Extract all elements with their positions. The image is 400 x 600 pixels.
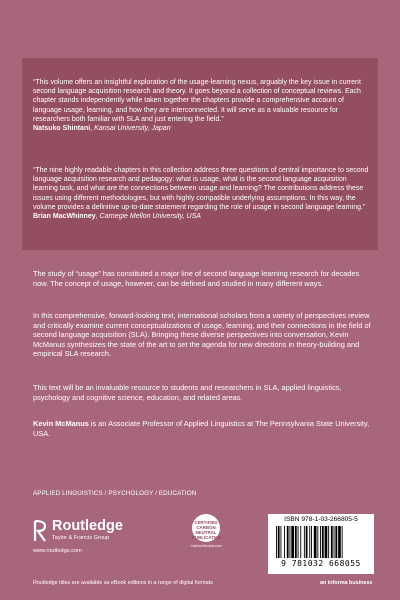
barcode-bar	[311, 526, 312, 558]
barcode-bar	[295, 526, 297, 558]
informa-tagline: an informa business	[320, 580, 373, 586]
barcode-bar	[298, 526, 299, 558]
description-paragraph-1: The study of “usage” has constituted a major line of second language learning research for decades now. The concept of usage, however, can be defined and studied in many different ways.	[33, 269, 360, 288]
barcode-bar	[309, 526, 310, 558]
barcode-bar	[291, 526, 294, 558]
barcode-bar	[278, 526, 280, 558]
subject-categories: APPLIED LINGUISTICS / PSYCHOLOGY / EDUCATION	[33, 490, 197, 497]
ebook-note: Routledge titles are available as eBook editions in a range of digital formats	[33, 580, 213, 586]
publisher-url[interactable]: www.routledge.com	[33, 548, 82, 554]
publisher-name: Routledge	[52, 518, 123, 534]
quote-affiliation: Carnegie Mellon University, USA	[99, 213, 201, 221]
barcode-bar	[335, 526, 337, 558]
barcode-bar	[338, 526, 341, 558]
barcode-bar	[322, 526, 324, 558]
barcode-bar	[287, 526, 289, 558]
barcode-bar	[317, 526, 318, 558]
barcode-bar	[306, 526, 308, 558]
barcode-bar	[290, 526, 291, 558]
publisher-logo	[33, 518, 163, 558]
carbon-neutral-seal	[192, 514, 220, 554]
isbn-label: ISBN 978-1-03-266805-5	[284, 516, 358, 523]
endorsement-quote-2	[33, 166, 369, 221]
barcode-bar	[300, 526, 301, 558]
barcode-bar	[284, 526, 285, 558]
barcode-bar	[304, 526, 305, 558]
barcode-bar	[314, 526, 317, 558]
barcode-bar	[281, 526, 282, 558]
quote-attribution: Natsuko Shintani, Kansai University, Japan	[33, 125, 171, 133]
quote-author: Natsuko Shintani	[33, 125, 91, 133]
author-bio-text: is an Associate Professor of Applied Linguistics at The Pennsylvania State University, USA.	[33, 419, 370, 438]
author-name: Kevin McManus	[33, 419, 89, 428]
quote-text: “The nine highly readable chapters in this collection address three questions of central importance to second language acquisition research and pedagogy: what is usage, what is the second language acquisition learning task, and what are the connections between usage and learning? The contributions address these issues using different methodologies, but with highly compatible underlying assumptions. In this way, the volume provides a definitive up-to-date statement regarding the role of usage in second language learning.”	[33, 167, 369, 211]
barcode-bar	[334, 526, 335, 558]
barcode-bar	[331, 526, 333, 558]
quote-author: Brian MacWhinney	[33, 213, 96, 221]
quote-text: “This volume offers an insightful exploration of the usage-learning nexus, arguably the key issue in current second language acquisition research and theory. It goes beyond a collection of conceptual reviews. Each chapter stands independently while taken together the chapters provide a comprehensive account of language usage, learning, and how they are interconnected. It will serve as a valuable resource for researchers both familiar with SLA and just entering the field.”	[33, 79, 361, 123]
quote-attribution: Brian MacWhinney, Carnegie Mellon University, USA	[33, 213, 201, 221]
barcode-bar	[320, 526, 321, 558]
barcode-icon	[274, 526, 368, 558]
barcode-bar	[342, 526, 343, 558]
routledge-mark-icon	[33, 520, 47, 542]
description-paragraph-3: This text will be an invaluable resource to students and researchers in SLA, applied linguistics, psychology and cognitive science, education, and related areas.	[33, 383, 342, 402]
barcode-digits: 9 781032 668055	[281, 559, 361, 568]
carbon-neutral-site: CarbonNeutral.com	[190, 544, 222, 548]
endorsement-quote-1	[33, 78, 369, 133]
description-paragraph-2: In this comprehensive, forward-looking text, international scholars from a variety of perspectives review and critically examine current conceptualizations of usage, learning, and their connections in the field of second language acquisition (SLA). Bringing these diverse perspectives into conversation, Kevin McManus synthesizes the state of the art to set the agenda for new directions in theory-building and empirical SLA research.	[33, 311, 371, 359]
barcode-bar	[328, 526, 329, 558]
barcode-bar	[276, 526, 277, 558]
author-bio	[33, 419, 373, 438]
carbon-neutral-badge-icon: CERTIFIED CARBON NEUTRAL PUBLICATION	[192, 514, 220, 542]
barcode-bar	[325, 526, 328, 558]
quote-affiliation: Kansai University, Japan	[94, 125, 171, 133]
publisher-group: Taylor & Francis Group	[52, 535, 110, 541]
barcode-panel	[268, 514, 374, 574]
